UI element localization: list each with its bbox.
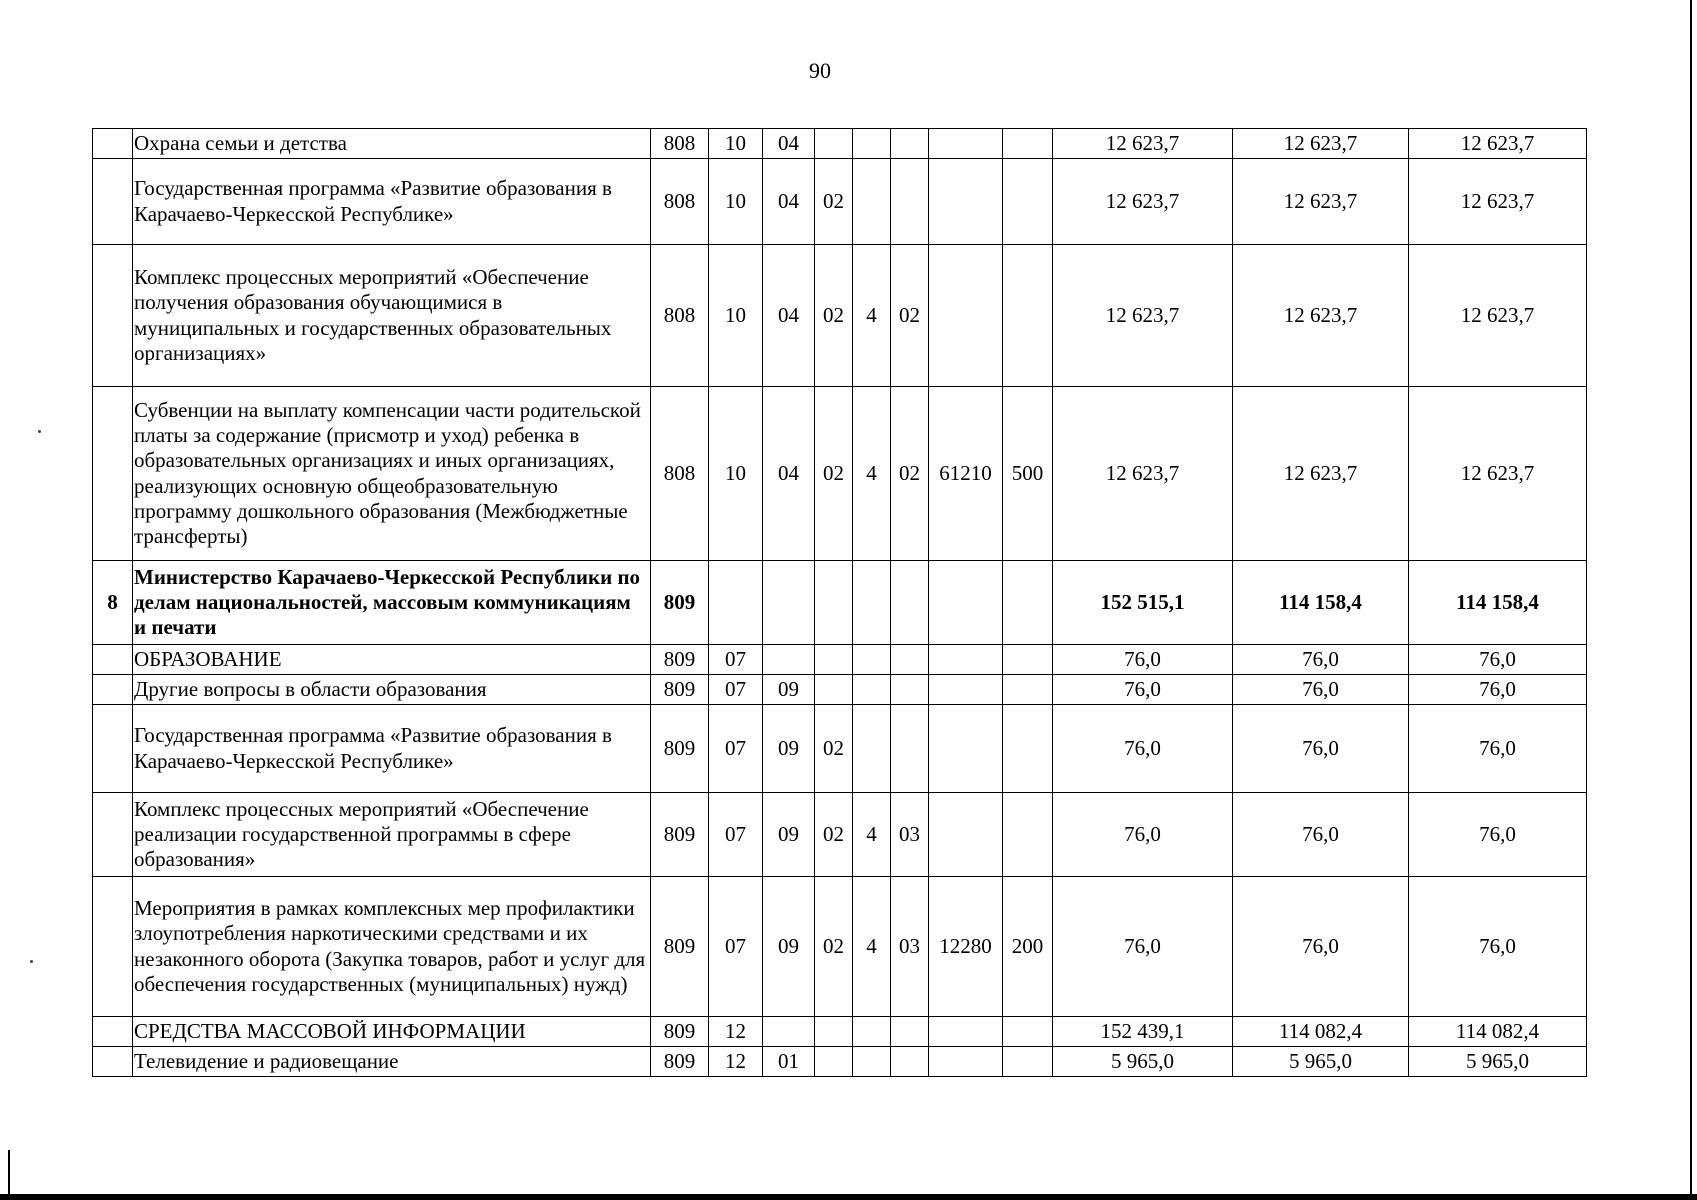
code-ministry-cell: 809 (651, 645, 709, 675)
code-section-cell: 07 (709, 705, 763, 793)
code-type-cell (853, 561, 891, 645)
code-complex-cell: 03 (891, 877, 929, 1017)
row-name-cell: Министерство Карачаево-Черкесской Республики по делам национальностей, массовым коммуникациям и печати (133, 561, 651, 645)
amount-year3-cell: 12 623,7 (1409, 159, 1587, 245)
code-subsection-cell: 01 (763, 1047, 815, 1077)
code-subsection-cell: 09 (763, 877, 815, 1017)
table-row (93, 1017, 1587, 1047)
code-ministry-cell: 808 (651, 245, 709, 387)
table-row (93, 561, 1587, 645)
code-type-cell (853, 1017, 891, 1047)
row-name-cell: Телевидение и радиовещание (133, 1047, 651, 1077)
code-subsection-cell: 04 (763, 387, 815, 561)
row-number-cell (93, 705, 133, 793)
amount-year3-cell: 76,0 (1409, 793, 1587, 877)
row-number-cell (93, 877, 133, 1017)
amount-year3-cell: 76,0 (1409, 645, 1587, 675)
scan-edge-right (1690, 0, 1692, 1195)
row-name-cell: Мероприятия в рамках комплексных мер профилактики злоупотребления наркотическими средствами и их незаконного оборота (Закупка товаров, работ и услуг для обеспечения государственных (муниципальных) нужд) (133, 877, 651, 1017)
code-program-cell (815, 1017, 853, 1047)
row-name-cell: Государственная программа «Развитие образования в Карачаево-Черкесской Республике» (133, 159, 651, 245)
amount-year1-cell: 12 623,7 (1053, 245, 1233, 387)
code-section-cell: 07 (709, 675, 763, 705)
code-type-cell: 4 (853, 877, 891, 1017)
amount-year2-cell: 12 623,7 (1233, 245, 1409, 387)
code-subsection-cell: 04 (763, 245, 815, 387)
scan-speck (30, 960, 33, 963)
amount-year2-cell: 76,0 (1233, 877, 1409, 1017)
row-name-cell: Комплекс процессных мероприятий «Обеспечение получения образования обучающимися в муниципальных и государственных образовательных организациях» (133, 245, 651, 387)
code-program-cell: 02 (815, 387, 853, 561)
code-complex-cell: 02 (891, 245, 929, 387)
code-expense-type-cell (1003, 561, 1053, 645)
scan-edge-left (8, 1150, 10, 1195)
code-subsection-cell (763, 1017, 815, 1047)
table-row (93, 645, 1587, 675)
code-type-cell (853, 129, 891, 159)
code-expense-type-cell (1003, 645, 1053, 675)
code-expense-type-cell (1003, 1017, 1053, 1047)
code-program-cell: 02 (815, 877, 853, 1017)
amount-year2-cell: 114 158,4 (1233, 561, 1409, 645)
code-expense-type-cell: 200 (1003, 877, 1053, 1017)
code-direction-cell (929, 159, 1003, 245)
amount-year1-cell: 152 439,1 (1053, 1017, 1233, 1047)
amount-year1-cell: 76,0 (1053, 705, 1233, 793)
amount-year3-cell: 5 965,0 (1409, 1047, 1587, 1077)
table-row (93, 387, 1587, 561)
code-section-cell: 10 (709, 387, 763, 561)
code-direction-cell (929, 129, 1003, 159)
amount-year2-cell: 12 623,7 (1233, 159, 1409, 245)
code-direction-cell (929, 675, 1003, 705)
row-name-cell: СРЕДСТВА МАССОВОЙ ИНФОРМАЦИИ (133, 1017, 651, 1047)
code-expense-type-cell (1003, 675, 1053, 705)
table-row (93, 675, 1587, 705)
code-subsection-cell: 09 (763, 705, 815, 793)
code-program-cell (815, 561, 853, 645)
code-complex-cell (891, 1017, 929, 1047)
code-program-cell: 02 (815, 245, 853, 387)
row-number-cell (93, 793, 133, 877)
code-type-cell (853, 1047, 891, 1077)
code-ministry-cell: 809 (651, 705, 709, 793)
code-subsection-cell: 09 (763, 675, 815, 705)
code-complex-cell (891, 159, 929, 245)
code-ministry-cell: 809 (651, 1017, 709, 1047)
code-direction-cell (929, 793, 1003, 877)
code-section-cell: 07 (709, 877, 763, 1017)
code-complex-cell: 03 (891, 793, 929, 877)
code-subsection-cell (763, 561, 815, 645)
code-ministry-cell: 808 (651, 159, 709, 245)
code-subsection-cell: 09 (763, 793, 815, 877)
code-section-cell: 10 (709, 129, 763, 159)
row-name-cell: Охрана семьи и детства (133, 129, 651, 159)
code-type-cell (853, 645, 891, 675)
code-expense-type-cell (1003, 1047, 1053, 1077)
code-direction-cell (929, 1017, 1003, 1047)
row-number-cell: 8 (93, 561, 133, 645)
code-subsection-cell: 04 (763, 159, 815, 245)
code-complex-cell (891, 675, 929, 705)
amount-year1-cell: 12 623,7 (1053, 129, 1233, 159)
table-row (93, 793, 1587, 877)
code-complex-cell (891, 645, 929, 675)
amount-year1-cell: 76,0 (1053, 793, 1233, 877)
row-name-cell: ОБРАЗОВАНИЕ (133, 645, 651, 675)
amount-year1-cell: 5 965,0 (1053, 1047, 1233, 1077)
code-direction-cell (929, 705, 1003, 793)
code-section-cell: 10 (709, 245, 763, 387)
code-section-cell: 12 (709, 1017, 763, 1047)
row-number-cell (93, 675, 133, 705)
row-name-cell: Субвенции на выплату компенсации части родительской платы за содержание (присмотр и уход) ребенка в образовательных организациях и иных организациях, реализующих основную общеобразовательную программу дошкольного образования (Межбюджетные трансферты) (133, 387, 651, 561)
row-number-cell (93, 159, 133, 245)
amount-year1-cell: 76,0 (1053, 675, 1233, 705)
amount-year2-cell: 76,0 (1233, 675, 1409, 705)
amount-year2-cell: 5 965,0 (1233, 1047, 1409, 1077)
code-subsection-cell (763, 645, 815, 675)
row-number-cell (93, 1017, 133, 1047)
code-direction-cell (929, 245, 1003, 387)
code-direction-cell: 12280 (929, 877, 1003, 1017)
code-complex-cell (891, 561, 929, 645)
amount-year3-cell: 12 623,7 (1409, 387, 1587, 561)
code-program-cell (815, 675, 853, 705)
code-type-cell (853, 675, 891, 705)
code-ministry-cell: 808 (651, 387, 709, 561)
code-program-cell: 02 (815, 159, 853, 245)
code-ministry-cell: 809 (651, 675, 709, 705)
amount-year1-cell: 76,0 (1053, 877, 1233, 1017)
code-program-cell (815, 1047, 853, 1077)
amount-year2-cell: 76,0 (1233, 645, 1409, 675)
code-ministry-cell: 809 (651, 561, 709, 645)
code-type-cell: 4 (853, 245, 891, 387)
code-type-cell (853, 705, 891, 793)
code-complex-cell (891, 1047, 929, 1077)
row-number-cell (93, 645, 133, 675)
code-ministry-cell: 809 (651, 1047, 709, 1077)
row-name-cell: Комплекс процессных мероприятий «Обеспечение реализации государственной программы в сфере образования» (133, 793, 651, 877)
code-expense-type-cell (1003, 705, 1053, 793)
table-row (93, 159, 1587, 245)
code-expense-type-cell (1003, 245, 1053, 387)
code-expense-type-cell (1003, 129, 1053, 159)
table-row (93, 245, 1587, 387)
amount-year1-cell: 152 515,1 (1053, 561, 1233, 645)
code-section-cell: 10 (709, 159, 763, 245)
table-row (93, 877, 1587, 1017)
amount-year2-cell: 76,0 (1233, 705, 1409, 793)
code-section-cell: 07 (709, 793, 763, 877)
code-type-cell (853, 159, 891, 245)
code-expense-type-cell: 500 (1003, 387, 1053, 561)
code-direction-cell (929, 561, 1003, 645)
amount-year1-cell: 12 623,7 (1053, 159, 1233, 245)
code-ministry-cell: 809 (651, 793, 709, 877)
amount-year2-cell: 114 082,4 (1233, 1017, 1409, 1047)
code-section-cell: 12 (709, 1047, 763, 1077)
row-number-cell (93, 1047, 133, 1077)
amount-year1-cell: 12 623,7 (1053, 387, 1233, 561)
code-direction-cell (929, 1047, 1003, 1077)
code-ministry-cell: 808 (651, 129, 709, 159)
row-number-cell (93, 245, 133, 387)
amount-year3-cell: 12 623,7 (1409, 129, 1587, 159)
amount-year1-cell: 76,0 (1053, 645, 1233, 675)
scan-edge-bottom (0, 1194, 1697, 1200)
row-number-cell (93, 129, 133, 159)
code-complex-cell (891, 705, 929, 793)
table-row (93, 129, 1587, 159)
code-program-cell (815, 129, 853, 159)
table-row (93, 1047, 1587, 1077)
code-type-cell: 4 (853, 793, 891, 877)
amount-year3-cell: 76,0 (1409, 705, 1587, 793)
code-program-cell: 02 (815, 793, 853, 877)
amount-year3-cell: 114 082,4 (1409, 1017, 1587, 1047)
code-direction-cell (929, 645, 1003, 675)
page-number: 90 (809, 58, 831, 83)
code-subsection-cell: 04 (763, 129, 815, 159)
code-complex-cell: 02 (891, 387, 929, 561)
code-type-cell: 4 (853, 387, 891, 561)
amount-year3-cell: 76,0 (1409, 675, 1587, 705)
amount-year3-cell: 76,0 (1409, 877, 1587, 1017)
budget-table (92, 128, 1587, 1077)
code-expense-type-cell (1003, 159, 1053, 245)
table-row (93, 705, 1587, 793)
amount-year2-cell: 76,0 (1233, 793, 1409, 877)
row-name-cell: Другие вопросы в области образования (133, 675, 651, 705)
amount-year3-cell: 114 158,4 (1409, 561, 1587, 645)
code-section-cell (709, 561, 763, 645)
row-name-cell: Государственная программа «Развитие образования в Карачаево-Черкесской Республике» (133, 705, 651, 793)
code-ministry-cell: 809 (651, 877, 709, 1017)
code-section-cell: 07 (709, 645, 763, 675)
code-complex-cell (891, 129, 929, 159)
scan-speck (38, 430, 41, 433)
code-direction-cell: 61210 (929, 387, 1003, 561)
code-program-cell: 02 (815, 705, 853, 793)
amount-year3-cell: 12 623,7 (1409, 245, 1587, 387)
amount-year2-cell: 12 623,7 (1233, 387, 1409, 561)
row-number-cell (93, 387, 133, 561)
amount-year2-cell: 12 623,7 (1233, 129, 1409, 159)
code-expense-type-cell (1003, 793, 1053, 877)
code-program-cell (815, 645, 853, 675)
